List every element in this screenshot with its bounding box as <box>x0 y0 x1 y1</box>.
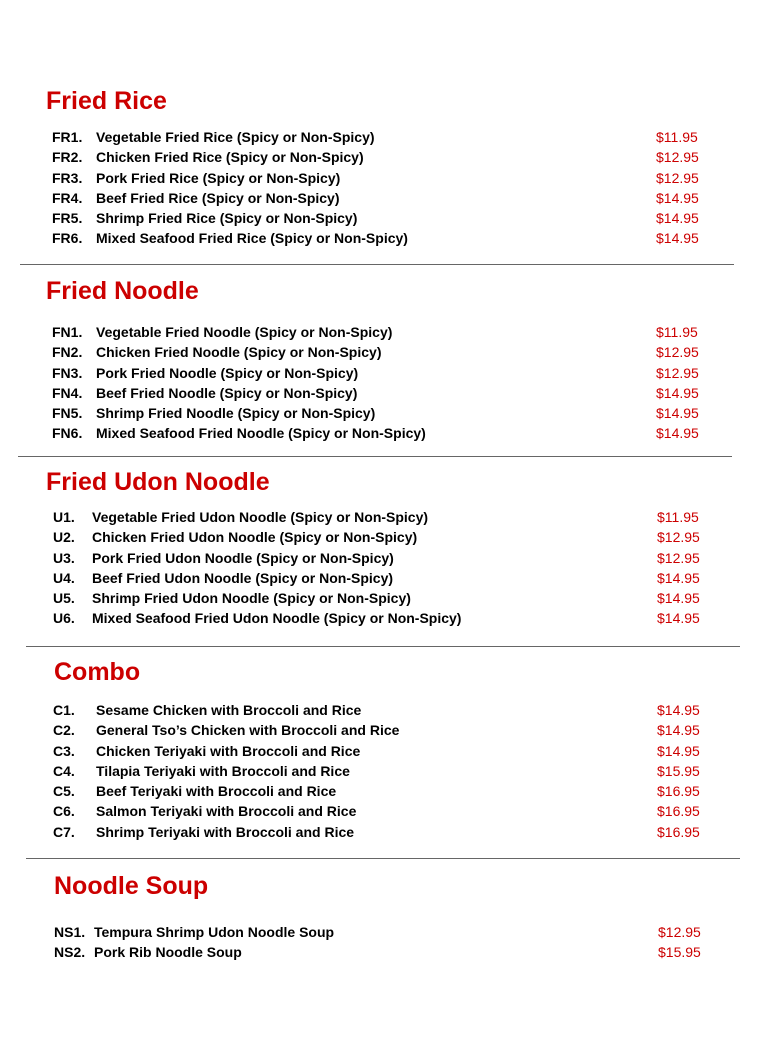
menu-item <box>0 781 768 801</box>
item-name: Shrimp Fried Noodle (Spicy or Non-Spicy) <box>96 405 376 422</box>
menu-item <box>0 403 768 423</box>
item-name: Beef Fried Rice (Spicy or Non-Spicy) <box>96 189 340 206</box>
item-name: Mixed Seafood Fried Rice (Spicy or Non-Spicy) <box>96 230 408 247</box>
item-price: $14.95 <box>656 189 699 206</box>
menu-item <box>0 168 768 188</box>
item-price: $11.95 <box>657 509 699 525</box>
item-name: Beef Fried Noodle (Spicy or Non-Spicy) <box>96 384 358 401</box>
item-name: Pork Fried Udon Noodle (Spicy or Non-Spicy) <box>92 549 394 566</box>
menu-item <box>0 720 768 740</box>
item-name: Vegetable Fried Udon Noodle (Spicy or Non-Spicy) <box>92 509 429 525</box>
item-code: FR2. <box>52 149 83 166</box>
menu-item <box>0 228 768 248</box>
item-price: $14.95 <box>657 569 700 586</box>
menu-item <box>0 741 768 761</box>
item-name: Salmon Teriyaki with Broccoli and Rice <box>96 803 357 820</box>
menu-item <box>0 322 768 342</box>
item-price: $14.95 <box>657 702 700 718</box>
section-divider <box>26 646 740 647</box>
item-code: FN4. <box>52 384 83 401</box>
item-code: U4. <box>53 569 75 586</box>
item-code: C5. <box>53 783 75 800</box>
menu-item <box>0 548 768 568</box>
menu-item <box>0 922 768 942</box>
menu-item <box>0 423 768 443</box>
menu-item <box>0 127 768 147</box>
item-price: $14.95 <box>656 405 699 422</box>
item-code: U1. <box>53 509 75 525</box>
item-price: $15.95 <box>657 762 700 779</box>
item-name: Tempura Shrimp Udon Noodle Soup <box>94 924 335 940</box>
item-price: $14.95 <box>657 590 700 607</box>
menu-item <box>0 188 768 208</box>
section-title-noodle-soup: Noodle Soup <box>54 872 209 900</box>
item-name: Chicken Fried Rice (Spicy or Non-Spicy) <box>96 149 364 166</box>
item-code: C4. <box>53 762 75 779</box>
section-divider <box>18 456 732 457</box>
item-code: NS2. <box>54 944 86 961</box>
menu-item <box>0 342 768 362</box>
menu-item <box>0 700 768 720</box>
section-title-fried-noodle: Fried Noodle <box>46 277 199 305</box>
item-price: $12.95 <box>656 169 699 186</box>
item-name: Beef Fried Udon Noodle (Spicy or Non-Spicy) <box>92 569 394 586</box>
menu-item <box>0 147 768 167</box>
item-name: Shrimp Fried Udon Noodle (Spicy or Non-Spicy) <box>92 590 411 607</box>
item-code: C1. <box>53 702 75 718</box>
item-price: $14.95 <box>656 210 699 227</box>
item-code: C6. <box>53 803 75 820</box>
menu-item <box>0 208 768 228</box>
section-divider <box>26 858 740 859</box>
section-divider <box>20 264 734 265</box>
item-code: U3. <box>53 549 75 566</box>
item-code: FN2. <box>52 344 83 361</box>
item-name: Pork Fried Rice (Spicy or Non-Spicy) <box>96 169 341 186</box>
section-title-fried-udon-noodle: Fried Udon Noodle <box>46 468 270 496</box>
item-name: Chicken Fried Noodle (Spicy or Non-Spicy) <box>96 344 382 361</box>
section-title-combo: Combo <box>54 658 141 686</box>
item-price: $11.95 <box>656 324 698 340</box>
item-name: General Tso’s Chicken with Broccoli and Rice <box>96 722 400 739</box>
item-price: $14.95 <box>657 610 700 627</box>
menu-item <box>0 363 768 383</box>
item-name: Chicken Fried Udon Noodle (Spicy or Non-Spicy) <box>92 529 418 546</box>
item-code: U6. <box>53 610 75 627</box>
section-items-fried-udon-noodle <box>0 507 768 629</box>
item-name: Beef Teriyaki with Broccoli and Rice <box>96 783 337 800</box>
menu-item <box>0 568 768 588</box>
item-price: $11.95 <box>656 129 698 145</box>
menu-item <box>0 383 768 403</box>
item-name: Mixed Seafood Fried Udon Noodle (Spicy or Non-Spicy) <box>92 610 462 627</box>
item-price: $12.95 <box>658 924 701 940</box>
item-name: Mixed Seafood Fried Noodle (Spicy or Non-Spicy) <box>96 425 426 442</box>
item-code: U5. <box>53 590 75 607</box>
menu-item <box>0 761 768 781</box>
item-code: U2. <box>53 529 75 546</box>
item-price: $14.95 <box>657 722 700 739</box>
item-price: $16.95 <box>657 823 700 840</box>
item-price: $14.95 <box>656 425 699 442</box>
menu-item <box>0 801 768 821</box>
section-title-fried-rice: Fried Rice <box>46 87 167 115</box>
menu-item <box>0 588 768 608</box>
menu-item <box>0 527 768 547</box>
item-price: $12.95 <box>656 149 699 166</box>
item-name: Shrimp Teriyaki with Broccoli and Rice <box>96 823 355 840</box>
item-code: FR1. <box>52 129 83 145</box>
item-code: C2. <box>53 722 75 739</box>
item-code: FN1. <box>52 324 83 340</box>
item-name: Pork Rib Noodle Soup <box>94 944 242 961</box>
item-code: FR3. <box>52 169 83 186</box>
item-code: FR6. <box>52 230 83 247</box>
item-name: Tilapia Teriyaki with Broccoli and Rice <box>96 762 350 779</box>
item-price: $15.95 <box>658 944 701 961</box>
item-code: C7. <box>53 823 75 840</box>
item-code: FN3. <box>52 364 83 381</box>
item-price: $16.95 <box>657 803 700 820</box>
item-price: $16.95 <box>657 783 700 800</box>
item-price: $14.95 <box>657 742 700 759</box>
menu-item <box>0 608 768 628</box>
item-name: Pork Fried Noodle (Spicy or Non-Spicy) <box>96 364 359 381</box>
menu-item <box>0 942 768 962</box>
item-price: $14.95 <box>656 230 699 247</box>
item-code: FN6. <box>52 425 83 442</box>
item-code: C3. <box>53 742 75 759</box>
section-items-fried-noodle <box>0 322 768 444</box>
item-code: FR4. <box>52 189 83 206</box>
item-price: $12.95 <box>656 344 699 361</box>
section-items-fried-rice <box>0 127 768 249</box>
item-name: Shrimp Fried Rice (Spicy or Non-Spicy) <box>96 210 358 227</box>
item-name: Chicken Teriyaki with Broccoli and Rice <box>96 742 361 759</box>
item-name: Sesame Chicken with Broccoli and Rice <box>96 702 362 718</box>
item-price: $12.95 <box>657 549 700 566</box>
section-items-noodle-soup <box>0 922 768 963</box>
item-code: NS1. <box>54 924 86 940</box>
item-name: Vegetable Fried Noodle (Spicy or Non-Spicy) <box>96 324 393 340</box>
menu-item <box>0 822 768 842</box>
section-items-combo <box>0 700 768 842</box>
item-name: Vegetable Fried Rice (Spicy or Non-Spicy) <box>96 129 375 145</box>
menu-item <box>0 507 768 527</box>
item-price: $12.95 <box>657 529 700 546</box>
item-price: $14.95 <box>656 384 699 401</box>
item-code: FR5. <box>52 210 83 227</box>
item-price: $12.95 <box>656 364 699 381</box>
item-code: FN5. <box>52 405 83 422</box>
